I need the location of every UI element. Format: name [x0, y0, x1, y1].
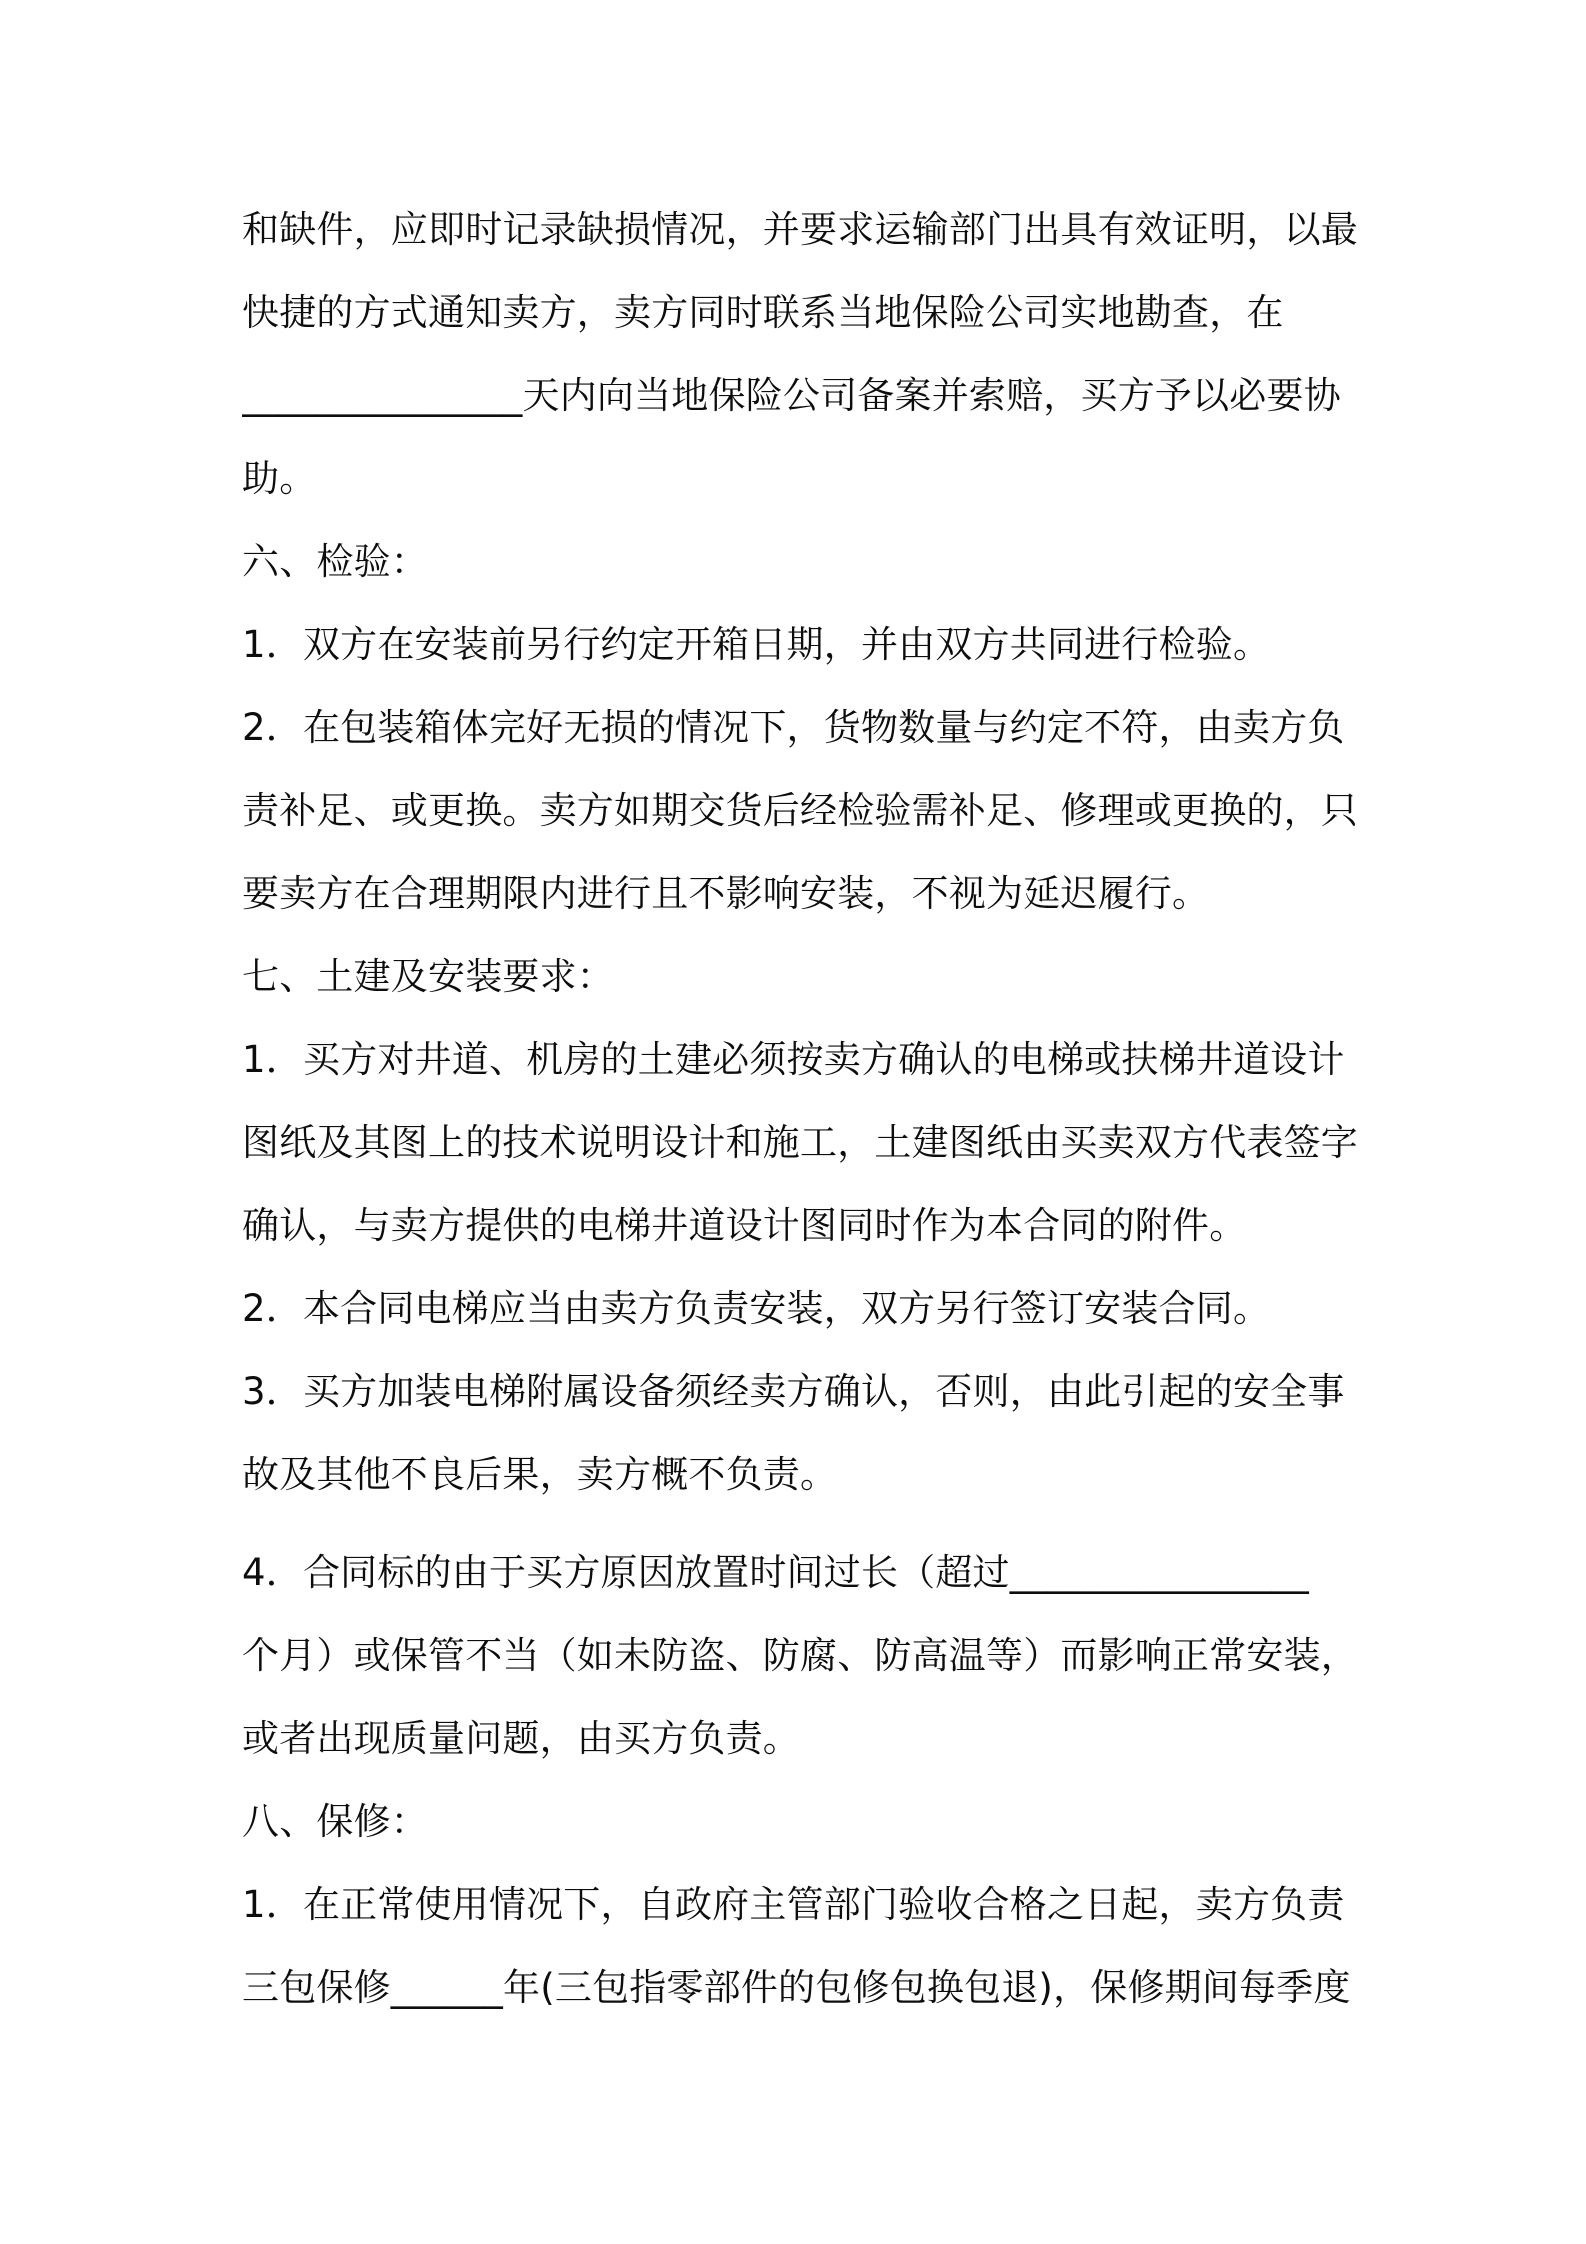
text-line: 4．合同标的由于买方原因放置时间过长（超过________________	[242, 1551, 1309, 1594]
text-line: 快捷的方式通知卖方，卖方同时联系当地保险公司实地勘查，在	[242, 291, 1284, 334]
text-line: 要卖方在合理期限内进行且不影响安装，不视为延迟履行。	[242, 872, 1210, 915]
text-line: 图纸及其图上的技术说明设计和施工，土建图纸由买卖双方代表签字	[242, 1121, 1358, 1164]
text-line: 三包保修______年(三包指零部件的包修包换包退)，保修期间每季度	[242, 1966, 1351, 2009]
text-line: 1．买方对井道、机房的土建必须按卖方确认的电梯或扶梯井道设计	[242, 1038, 1345, 1081]
text-line: _______________天内向当地保险公司备案并索赔，买方予以必要协	[242, 374, 1341, 417]
section-heading-inspection: 六、检验：	[242, 540, 428, 583]
section-heading-civil-installation: 七、土建及安装要求：	[242, 955, 614, 998]
text-line: 1．在正常使用情况下，自政府主管部门验收合格之日起，卖方负责	[242, 1883, 1345, 1926]
text-line: 责补足、或更换。卖方如期交货后经检验需补足、修理或更换的，只	[242, 789, 1358, 832]
text-line: 3．买方加装电梯附属设备须经卖方确认，否则，由此引起的安全事	[242, 1370, 1345, 1413]
section-heading-warranty: 八、保修：	[242, 1800, 428, 1843]
text-line: 故及其他不良后果，卖方概不负责。	[242, 1453, 838, 1496]
text-line: 1．双方在安装前另行约定开箱日期，并由双方共同进行检验。	[242, 623, 1271, 666]
text-line: 助。	[242, 457, 317, 500]
text-line: 或者出现质量问题，由买方负责。	[242, 1717, 800, 1760]
text-line: 确认，与卖方提供的电梯井道设计图同时作为本合同的附件。	[242, 1204, 1247, 1247]
text-line: 个月）或保管不当（如未防盗、防腐、防高温等）而影响正常安装，	[242, 1634, 1358, 1677]
text-line: 2．在包装箱体完好无损的情况下，货物数量与约定不符，由卖方负	[242, 706, 1345, 749]
text-line: 和缺件，应即时记录缺损情况，并要求运输部门出具有效证明，以最	[242, 208, 1358, 251]
text-line: 2．本合同电梯应当由卖方负责安装，双方另行签订安装合同。	[242, 1287, 1271, 1330]
